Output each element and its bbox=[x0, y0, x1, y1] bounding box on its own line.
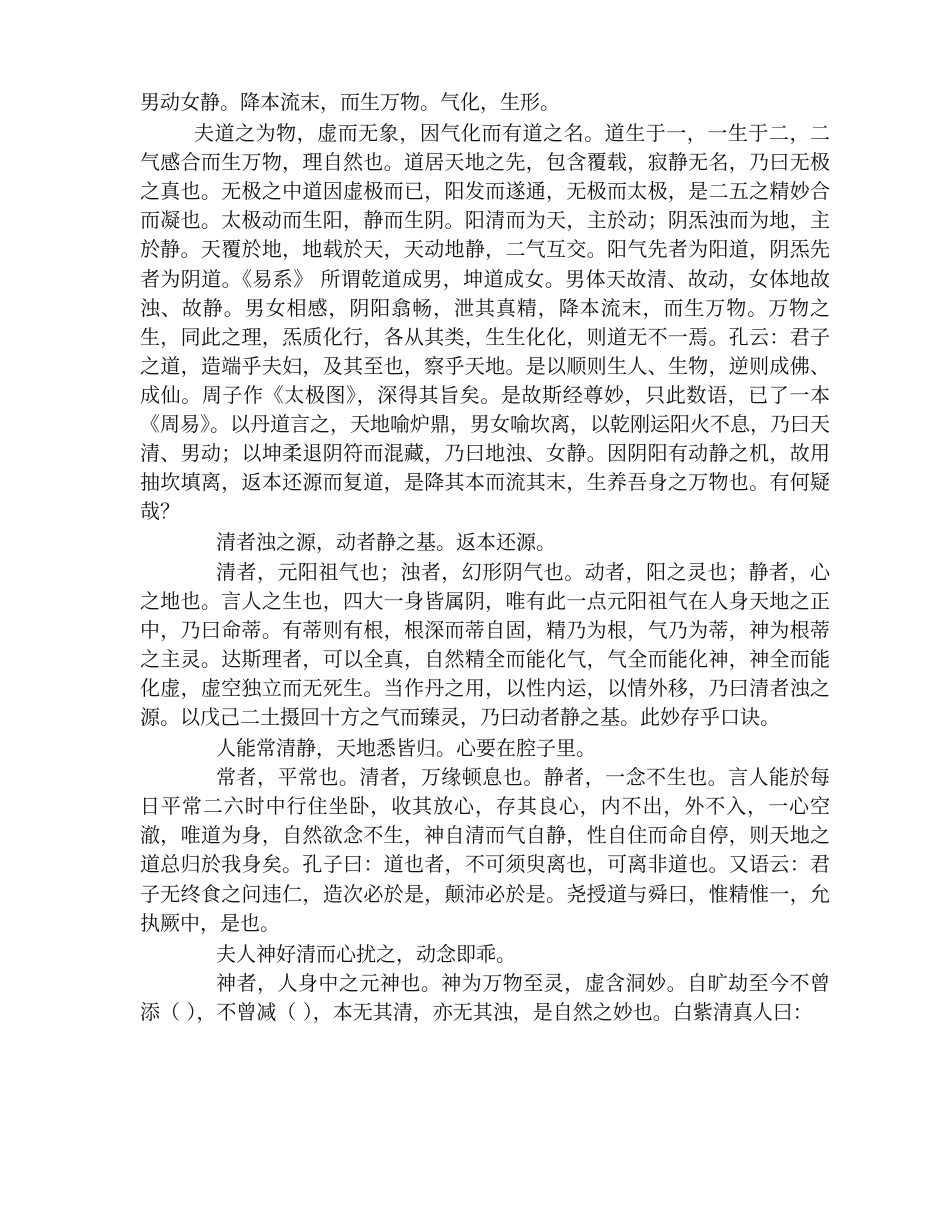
paragraph-commentary: 夫道之为物，虚而无象，因气化而有道之名。道生于一，一生于二，二气感合而生万物，理自然也。道居天地之先，包含覆载，寂静无名，乃曰无极之真也。无极之中道因虚极而已，阳发而遂通，无极而太极，是二五之精妙合而凝也。太极动而生阳，静而生阴。阳清而为天，主於动；阴炁浊而为地，主於静。天覆於地，地载於天，天动地静，二气互交。阳气先者为阳道，阴炁先者为阴道。《易系》 所谓乾道成男，坤道成女。男体天故清、故动，女体地故浊、故静。男女相感，阴阳翕畅，泄其真精，降本流末，而生万物。万物之生，同此之理，炁质化行，各从其类，生生化化，则道无不一焉。孔云：君子之道，造端乎夫妇，及其至也，察乎天地。是以顺则生人、生物，逆则成佛、成仙。周子作《太极图》，深得其旨矣。是故斯经尊妙，只此数语，已了一本《周易》。以丹道言之，天地喻炉鼎，男女喻坎离，以乾刚运阳火不息，乃曰天清、男动；以坤柔退阴符而混藏，乃曰地浊、女静。因阴阳有动静之机，故用抽坎填离，返本还源而复道，是降其本而流其末，生养吾身之万物也。有何疑哉？ bbox=[140, 121, 830, 524]
paragraph-commentary: 神者，人身中之元神也。神为万物至灵，虚含洞妙。自旷劫至今不曾添（ ），不曾减（ ），本无其清，亦无其浊，是自然之妙也。白紫清真人曰： bbox=[140, 970, 830, 1024]
paragraph-verse: 夫人神好清而心扰之，动念即乖。 bbox=[216, 941, 516, 966]
scripture-text bbox=[140, 88, 830, 1027]
paragraph-verse-continued: 男动女静。降本流末，而生万物。气化，生形。 bbox=[140, 90, 560, 114]
paragraph-commentary: 清者，元阳祖气也；浊者，幻形阴气也。动者，阳之灵也；静者，心之地也。言人之生也，四大一身皆属阴，唯有此一点元阳祖气在人身天地之正中，乃曰命蒂。有蒂则有根，根深而蒂自固，精乃为根，气乃为蒂，神为根蒂之主灵。达斯理者，可以全真，自然精全而能化气，气全而能化神，神全而能化虚，虚空独立而无死生。当作丹之用，以性内运，以情外移，乃曰清者浊之源。以戊己二土摄回十方之气而臻灵，乃曰动者静之基。此妙存乎口诀。 bbox=[140, 559, 830, 729]
paragraph-verse: 人能常清静，天地悉皆归。心要在腔子里。 bbox=[216, 736, 596, 761]
paragraph-commentary: 常者，平常也。清者，万缘顿息也。静者，一念不生也。言人能於每日平常二六时中行住坐卧，收其放心，存其良心，内不出，外不入，一心空澈，唯道为身，自然欲念不生，神自清而气自静，性自住而命自停，则天地之道总归於我身矣。孔子曰：道也者，不可须臾离也，可离非道也。又语云：君子无终食之问违仁，造次必於是，颠沛必於是。尧授道与舜曰，惟精惟一，允执厥中，是也。 bbox=[140, 765, 830, 935]
paragraph-verse: 清者浊之源，动者静之基。返本还源。 bbox=[216, 530, 556, 555]
